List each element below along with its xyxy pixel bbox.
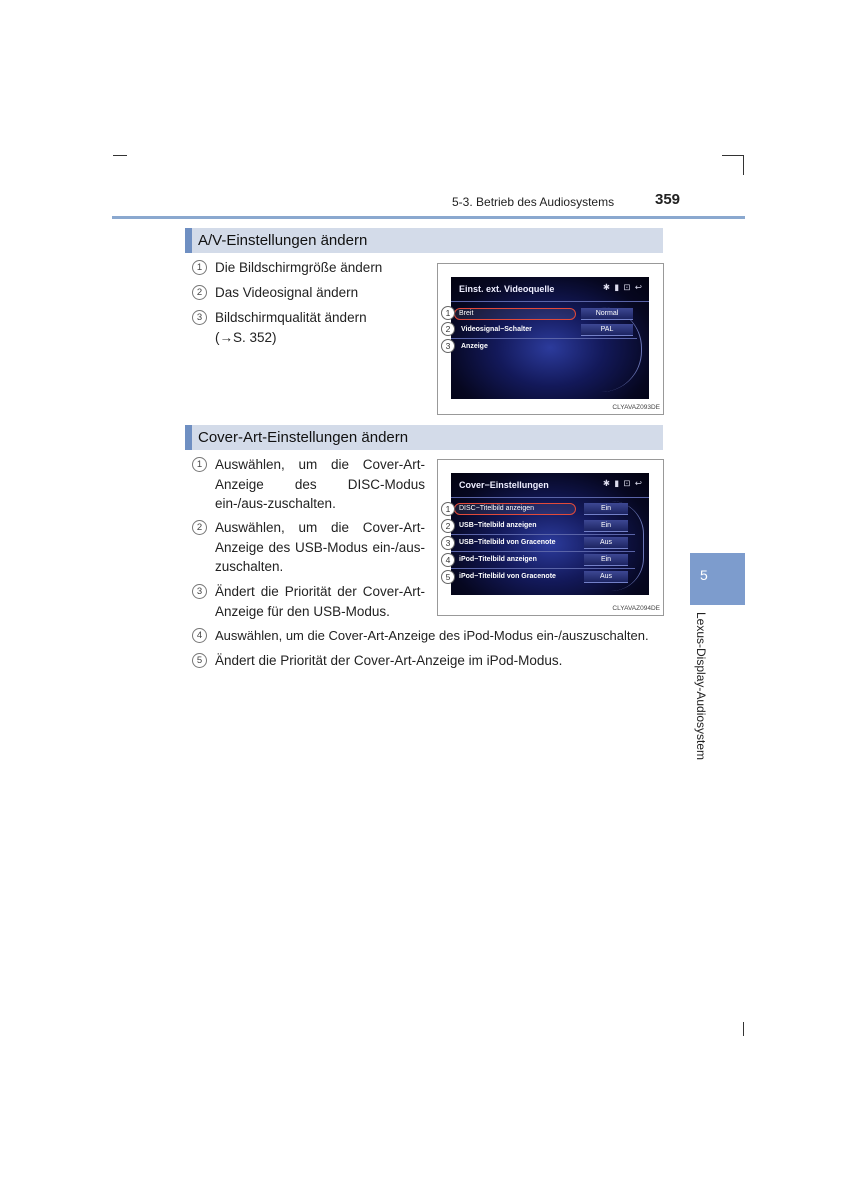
running-header-section: 5-3. Betrieb des Audiosystems (452, 195, 615, 209)
row-label: iPod−Titelbild von Gracenote (459, 573, 556, 580)
screenshot-video-settings (437, 263, 664, 415)
section-heading-cover-art (185, 425, 663, 450)
row-label: USB−Titelbild anzeigen (459, 522, 537, 529)
row-divider (451, 568, 635, 569)
chapter-number: 5 (700, 567, 708, 583)
row-divider (451, 534, 635, 535)
row-value: Aus (584, 571, 628, 583)
list-item (192, 651, 662, 671)
list-item-text: Das Videosignal ändern (215, 285, 359, 300)
callout-badge: 4 (441, 553, 455, 567)
list-item-text: Auswählen, um die Cover-Art-Anzeige des USB-Modus ein-/aus-zuschalten. (215, 520, 425, 574)
callout-badge: 5 (441, 570, 455, 584)
list-item-text: Ändert die Priorität der Cover-Art-Anzeige im iPod-Modus. (215, 653, 563, 668)
display-screen (451, 473, 649, 595)
image-code: CLYAVAZ093DE (612, 404, 660, 411)
callout-number: 2 (192, 285, 207, 300)
callout-number: 2 (192, 520, 207, 535)
list-item (192, 582, 425, 622)
callout-number: 1 (192, 457, 207, 472)
callout-badge: 2 (441, 322, 455, 336)
status-icons: ✱ ▮ ⊡ ↩ (602, 282, 643, 292)
callout-number: 3 (192, 310, 207, 325)
crop-mark-top-right-h (722, 155, 744, 156)
chapter-title-vertical: Lexus-Display-Audiosystem (694, 612, 708, 761)
row-value: Aus (584, 537, 628, 549)
callout-badge: 1 (441, 306, 455, 320)
screen-title: Einst. ext. Videoquelle (459, 284, 555, 294)
screenshot-cover-settings (437, 459, 664, 616)
status-icons: ✱ ▮ ⊡ ↩ (602, 478, 643, 488)
row-value: PAL (581, 324, 633, 336)
list-item (192, 283, 422, 303)
list-item-text: Die Bildschirmgröße ändern (215, 260, 383, 275)
row-value: Normal (581, 308, 633, 320)
screen-divider (451, 301, 649, 302)
callout-number: 1 (192, 260, 207, 275)
list-item-text (215, 308, 367, 347)
section-heading-av-settings (185, 228, 663, 253)
list-item-text: Ändert die Priorität der Cover-Art-Anzeige für den USB-Modus. (215, 584, 425, 619)
callout-number: 5 (192, 653, 207, 668)
row-value: Ein (584, 554, 628, 566)
callout-badge: 1 (441, 502, 455, 516)
screen-title: Cover−Einstellungen (459, 480, 549, 490)
list-item (192, 258, 422, 278)
image-code: CLYAVAZ094DE (612, 605, 660, 612)
display-screen (451, 277, 649, 399)
list-item (192, 518, 425, 578)
list-item (192, 455, 425, 515)
row-value: Ein (584, 503, 628, 515)
page-reference: (→S. 352) (215, 329, 277, 345)
header-rule (112, 216, 745, 219)
crop-mark-bottom-right (743, 1022, 744, 1036)
page-number: 359 (655, 191, 681, 208)
list-item-text: Auswählen, um die Cover-Art-Anzeige des DISC-Modus ein-/aus-zuschalten. (215, 457, 425, 511)
callout-badge: 3 (441, 339, 455, 353)
row-label: Breit (454, 308, 576, 320)
row-label: USB−Titelbild von Gracenote (459, 539, 556, 546)
row-divider (451, 338, 637, 339)
row-label: DISC−Titelbild anzeigen (454, 503, 576, 515)
callout-number: 3 (192, 584, 207, 599)
screen-divider (451, 497, 649, 498)
callout-badge: 2 (441, 519, 455, 533)
list-item-line: Bildschirmqualität ändern (215, 310, 367, 325)
section-title: A/V-Einstellungen ändern (198, 232, 368, 249)
list-item (192, 308, 422, 348)
row-label: Anzeige (461, 343, 488, 350)
row-label: iPod−Titelbild anzeigen (459, 556, 537, 563)
callout-number: 4 (192, 628, 207, 643)
row-label: Videosignal−Schalter (461, 326, 532, 333)
row-divider (451, 551, 635, 552)
crop-mark-top-left (113, 155, 127, 156)
list-item-text: Auswählen, um die Cover-Art-Anzeige des iPod-Modus ein-/auszuschalten. (215, 628, 649, 643)
crop-mark-top-right-v (743, 155, 744, 175)
chapter-tab (690, 553, 745, 605)
section-title: Cover-Art-Einstellungen ändern (198, 429, 409, 446)
callout-badge: 3 (441, 536, 455, 550)
list-item (192, 626, 662, 646)
row-value: Ein (584, 520, 628, 532)
